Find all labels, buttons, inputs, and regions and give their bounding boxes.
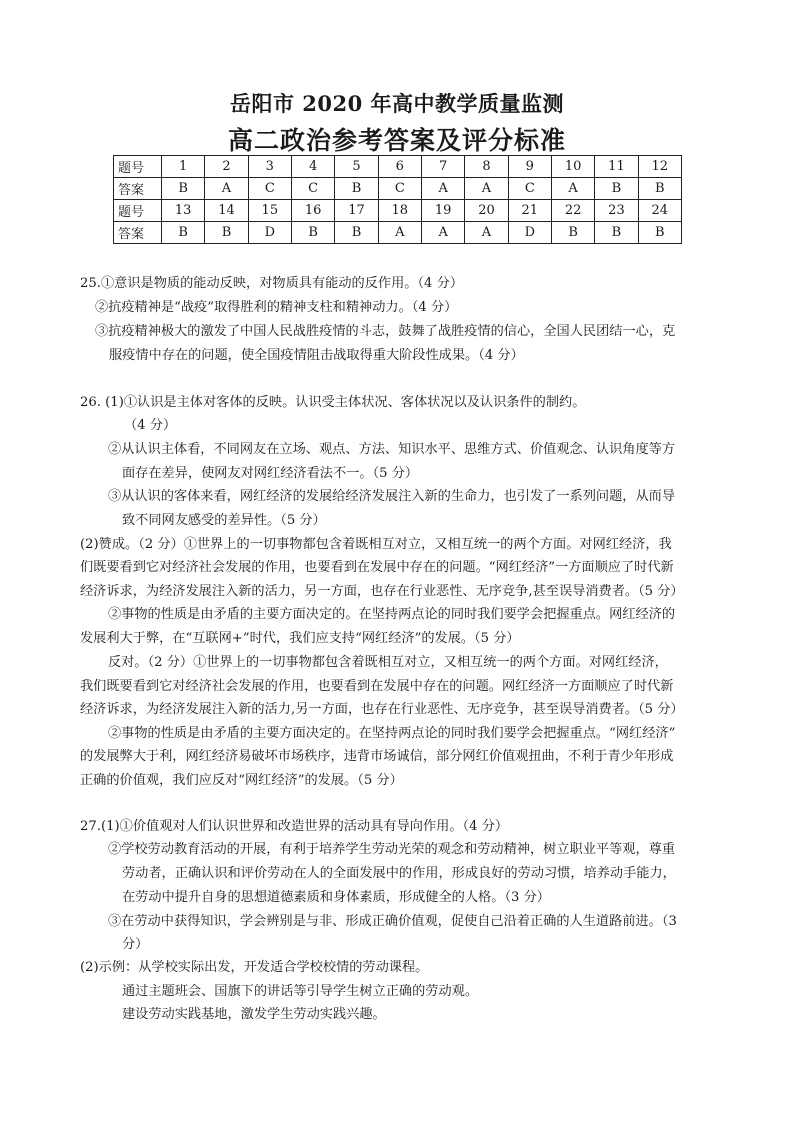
table-cell: 24 — [638, 200, 681, 222]
table-cell: 15 — [248, 200, 291, 222]
table-row — [114, 156, 682, 178]
table-cell: A — [421, 222, 464, 244]
q26-line: 面存在差异，使网友对网红经济看法不一。（5 分） — [122, 466, 419, 481]
q27-line: 在劳动中提升自身的思想道德素质和身体素质，形成健全的人格。（3 分） — [122, 890, 550, 905]
q26-line: 经济诉求，为经济发展注入新的活力,另一方面，也存在行业恶性、无序竞争，甚至误导消费者。（5 分） — [80, 702, 684, 717]
table-cell: A — [465, 222, 508, 244]
q25-line: 25.①意识是物质的能动反映，对物质具有能动的反作用。（4 分） — [80, 276, 464, 291]
q25-line: ③抗疫精神极大的激发了中国人民战胜疫情的斗志，鼓舞了战胜疫情的信心，全国人民团结一心，克 — [95, 324, 676, 339]
table-cell: B — [551, 222, 594, 244]
table-cell: 23 — [595, 200, 638, 222]
table-cell: 4 — [291, 156, 334, 178]
table-cell: B — [162, 178, 205, 200]
q27-line: 27.(1)①价值观对人们认识世界和改造世界的活动具有导向作用。（4 分） — [80, 819, 509, 834]
table-cell: A — [551, 178, 594, 200]
row-label: 题号 — [114, 156, 162, 178]
q26-line: 正确的价值观，我们应反对“网红经济”的发展。（5 分） — [80, 773, 403, 788]
table-cell: A — [465, 178, 508, 200]
table-cell: 16 — [291, 200, 334, 222]
q26-line: （4 分） — [124, 418, 177, 433]
table-row — [114, 222, 682, 244]
q26-line: ③从认识的客体来看，网红经济的发展给经济发展注入新的生命力，也引发了一系列问题，从而导 — [108, 489, 676, 504]
table-cell: 18 — [378, 200, 421, 222]
table-row — [114, 178, 682, 200]
table-cell: B — [595, 222, 638, 244]
table-cell: B — [335, 178, 378, 200]
table-cell: 11 — [595, 156, 638, 178]
table-cell: 20 — [465, 200, 508, 222]
q26-line: 致不同网友感受的差异性。（5 分） — [122, 513, 326, 528]
table-cell: 21 — [508, 200, 551, 222]
q26-line: 26. (1)①认识是主体对客体的反映。认识受主体状况、客体状况以及认识条件的制约。 — [80, 395, 586, 410]
table-cell: 7 — [421, 156, 464, 178]
table-cell: A — [205, 178, 248, 200]
table-cell: B — [335, 222, 378, 244]
table-cell: B — [291, 222, 334, 244]
table-cell: C — [378, 178, 421, 200]
document-title: 岳阳市 2020 年高中教学质量监测 — [229, 91, 565, 116]
table-cell: 17 — [335, 200, 378, 222]
table-cell: 19 — [421, 200, 464, 222]
q26-line: 经济诉求，为经济发展注入新的活力，另一方面，也存在行业恶性、无序竞争,甚至误导消费者。（5 分） — [80, 584, 684, 599]
q25-line: 服疫情中存在的问题，使全国疫情阻击战取得重大阶段性成果。（4 分） — [109, 348, 524, 363]
q26-line: 发展利大于弊，在“互联网+”时代，我们应支持“网红经济”的发展。（5 分） — [80, 631, 520, 646]
q26-line: (2)赞成。（2 分）①世界上的一切事物都包含着既相互对立，又相互统一的两个方面。对网红经济，我 — [80, 537, 672, 552]
table-cell: 1 — [162, 156, 205, 178]
table-cell: 22 — [551, 200, 594, 222]
table-cell: 6 — [378, 156, 421, 178]
q26-line: ②事物的性质是由矛盾的主要方面决定的。在坚持两点论的同时我们要学会把握重点。网红经济的 — [108, 607, 676, 622]
q26-line: 的发展弊大于利，网红经济易破坏市场秩序，违背市场诚信，部分网红价值观扭曲，不利于青少年形成 — [80, 749, 674, 764]
table-cell: C — [508, 178, 551, 200]
table-cell: 3 — [248, 156, 291, 178]
q25-line: ②抗疫精神是“战疫”取得胜利的精神支柱和精神动力。（4 分） — [95, 300, 458, 315]
q26-line: ②从认识主体看，不同网友在立场、观点、方法、知识水平、思维方式、价值观念、认识角度等方 — [108, 442, 676, 457]
table-cell: 10 — [551, 156, 594, 178]
q26-line: 反对。（2 分）①世界上的一切事物都包含着既相互对立，又相互统一的两个方面。对网红经济， — [108, 655, 668, 670]
q27-line: ②学校劳动教育活动的开展，有利于培养学生劳动光荣的观念和劳动精神，树立职业平等观，尊重 — [108, 842, 676, 857]
q26-line: ②事物的性质是由矛盾的主要方面决定的。在坚持两点论的同时我们要学会把握重点。“网红经济” — [108, 726, 676, 741]
q27-line: ③在劳动中获得知识，学会辨别是与非、形成正确价值观，促使自己沿着正确的人生道路前进。（3 — [108, 914, 677, 929]
table-cell: 2 — [205, 156, 248, 178]
q26-line: 们既要看到它对经济社会发展的作用，也要看到在发展中存在的问题。“网红经济”一方面顺应了时代新 — [80, 560, 674, 575]
table-cell: 12 — [638, 156, 681, 178]
table-cell: B — [638, 222, 681, 244]
table-cell: B — [638, 178, 681, 200]
table-cell: B — [205, 222, 248, 244]
table-cell: D — [248, 222, 291, 244]
table-cell: 5 — [335, 156, 378, 178]
q27-line: 建设劳动实践基地，激发学生劳动实践兴趣。 — [122, 1007, 386, 1022]
answer-table — [113, 155, 682, 244]
table-cell: D — [508, 222, 551, 244]
row-label: 题号 — [114, 200, 162, 222]
table-cell: B — [595, 178, 638, 200]
q27-line: 劳动者，正确认识和评价劳动在人的全面发展中的作用，形成良好的劳动习惯，培养动手能力， — [122, 866, 676, 881]
table-cell: C — [248, 178, 291, 200]
table-cell: B — [162, 222, 205, 244]
q27-line: 通过主题班会、国旗下的讲话等引导学生树立正确的劳动观。 — [122, 984, 479, 999]
table-cell: 14 — [205, 200, 248, 222]
table-cell: A — [378, 222, 421, 244]
table-cell: C — [291, 178, 334, 200]
q27-line: 分） — [122, 937, 149, 952]
row-label: 答案 — [114, 222, 162, 244]
table-row — [114, 200, 682, 222]
row-label: 答案 — [114, 178, 162, 200]
table-cell: A — [421, 178, 464, 200]
table-cell: 9 — [508, 156, 551, 178]
table-cell: 13 — [162, 200, 205, 222]
document-subtitle: 高二政治参考答案及评分标准 — [227, 126, 566, 155]
q27-line: (2)示例：从学校实际出发，开发适合学校校情的劳动课程。 — [80, 960, 429, 975]
table-cell: 8 — [465, 156, 508, 178]
q26-line: 我们既要看到它对经济社会发展的作用，也要看到在发展中存在的问题。网红经济一方面顺应了时代新 — [80, 679, 674, 694]
